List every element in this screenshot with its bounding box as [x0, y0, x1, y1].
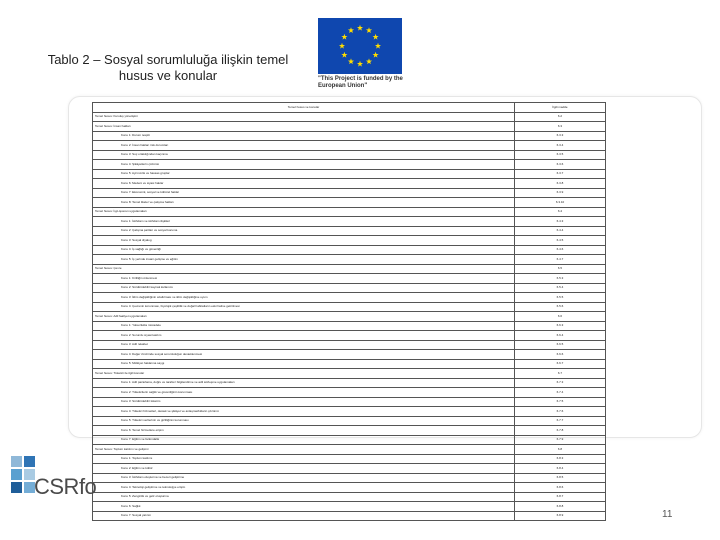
- issue-label: Konu 5: Tüketici verilerinin ve gizliliğinin korunması: [93, 416, 515, 426]
- table-row: [93, 141, 606, 151]
- clause-code: 6.4.3: [515, 217, 606, 227]
- clause-code: 6.7.8: [515, 426, 606, 436]
- table-row: [93, 435, 606, 445]
- issue-label: Konu 3: Adil rekabet: [93, 340, 515, 350]
- issue-label: Konu 5: Mülkiyet haklarına saygı: [93, 359, 515, 369]
- clause-code: 6.4.5: [515, 236, 606, 246]
- page-number: 11: [662, 509, 673, 520]
- issue-label: Konu 6: Sağlık: [93, 502, 515, 512]
- clause-code: 6.4.6: [515, 245, 606, 255]
- issue-label: Konu 7: Sosyal yatırım: [93, 511, 515, 521]
- core-subject-label: Temel husus: Kuruluş yönetişimi: [93, 112, 515, 122]
- clause-code: 6.4.4: [515, 226, 606, 236]
- core-subject-label: Temel husus: Tüketici ile ilgili konular: [93, 369, 515, 379]
- header-subject: Temel husus ve konular: [93, 103, 515, 113]
- table-row: [93, 236, 606, 246]
- table-row: [93, 122, 606, 132]
- table-row: [93, 397, 606, 407]
- table-row: [93, 293, 606, 303]
- issue-label: Konu 7: Ekonomik, sosyal ve kültürel haklar: [93, 188, 515, 198]
- slide-title-line-2: husus ve konular: [118, 68, 218, 83]
- clause-code: 6.7: [515, 369, 606, 379]
- table-row: [93, 369, 606, 379]
- issue-label: Konu 4: Çevrenin korunması, biyolojik çeşitlilik ve doğal habitatların eski haline getirilmesi: [93, 302, 515, 312]
- clause-code: 6.6.7: [515, 359, 606, 369]
- table-row: [93, 188, 606, 198]
- clause-code: 6.3.7: [515, 169, 606, 179]
- issue-label: Konu 1: Durum tespiti: [93, 131, 515, 141]
- clause-code: 6.3.8: [515, 179, 606, 189]
- clause-code: 6.3.6: [515, 160, 606, 170]
- clause-code: 6.8: [515, 445, 606, 455]
- table-row: [93, 112, 606, 122]
- issue-label: Konu 2: Sürdürülebilir kaynak kullanımı: [93, 283, 515, 293]
- issue-label: Konu 1: Adil pazarlama, doğru ve tarafsız bilgilendirme ve adil sözleşme uygulamaları: [93, 378, 515, 388]
- core-subject-label: Temel husus: Toplum katılımı ve gelişimi: [93, 445, 515, 455]
- issue-label: Konu 2: Tüketicilerin sağlık ve güvenliğinin korunması: [93, 388, 515, 398]
- logo-text: CSRfo: [34, 474, 96, 499]
- clause-code: 6.6.3: [515, 321, 606, 331]
- core-subject-label: Temel husus: İşçi-işveren uygulamaları: [93, 207, 515, 217]
- issue-label: Konu 5: Ayrımcılık ve hassas gruplar: [93, 169, 515, 179]
- table-row: [93, 502, 606, 512]
- clause-code: 6.5.5: [515, 293, 606, 303]
- clause-code: 6.7.6: [515, 407, 606, 417]
- table-row: [93, 179, 606, 189]
- issue-label: Konu 5: İş yerinde insani gelişme ve eğitim: [93, 255, 515, 265]
- table-row: [93, 359, 606, 369]
- issue-label: Konu 1: İstihdam ve istihdam ilişkileri: [93, 217, 515, 227]
- issue-label: Konu 1: Kirliliğin önlenmesi: [93, 274, 515, 284]
- slide-title: [38, 52, 298, 84]
- table-row: [93, 473, 606, 483]
- issue-label: Konu 6: Medeni ve siyasi haklar: [93, 179, 515, 189]
- issue-label: Konu 3: İklim değişikliğinin azaltılması ve iklim değişikliğine uyum: [93, 293, 515, 303]
- clause-code: 6.8.6: [515, 483, 606, 493]
- table-row: [93, 388, 606, 398]
- clause-code: 6.3.9: [515, 188, 606, 198]
- table-row: [93, 312, 606, 322]
- clause-code: 6.5: [515, 264, 606, 274]
- clause-code: 6.8.4: [515, 464, 606, 474]
- issue-label: Konu 4: Tüketici hizmetleri, destek ve şikâyet ve anlaşmazlıkların çözümü: [93, 407, 515, 417]
- issue-label: Konu 3: Suç ortaklığından kaçınma: [93, 150, 515, 160]
- clause-code: 6.5.4: [515, 283, 606, 293]
- slide-title-line-1: Tablo 2 – Sosyal sorumluluğa ilişkin temel: [47, 52, 289, 67]
- eu-flag-icon: [318, 18, 402, 74]
- issue-label: Konu 7: Eğitim ve farkındalık: [93, 435, 515, 445]
- table-row: [93, 492, 606, 502]
- table-row: [93, 378, 606, 388]
- issue-label: Konu 5: Zenginlik ve gelir oluşturma: [93, 492, 515, 502]
- clause-code: 6.3: [515, 122, 606, 132]
- table-row: [93, 331, 606, 341]
- clause-code: 6.5.3: [515, 274, 606, 284]
- issue-label: Konu 8: Temel ilkeler ve çalışma hakları: [93, 198, 515, 208]
- issue-label: Konu 4: Şikâyetlerin çözümü: [93, 160, 515, 170]
- clause-code: 6.8.8: [515, 502, 606, 512]
- clause-code: 6.3.4: [515, 141, 606, 151]
- clause-code: 6.6.5: [515, 340, 606, 350]
- table-row: [93, 283, 606, 293]
- issue-label: Konu 2: İnsan hakları risk durumları: [93, 141, 515, 151]
- clause-code: 6.3.3: [515, 131, 606, 141]
- clause-code: 6.7.7: [515, 416, 606, 426]
- table-row: [93, 217, 606, 227]
- table-row: [93, 264, 606, 274]
- issue-label: Konu 2: Çalışma şartları ve sosyal koruma: [93, 226, 515, 236]
- table-row: [93, 169, 606, 179]
- issue-label: Konu 6: Temel hizmetlere erişim: [93, 426, 515, 436]
- issue-label: Konu 3: İstihdam oluşturma ve beceri geliştirme: [93, 473, 515, 483]
- core-subject-label: Temel husus: Adil faaliyet uygulamaları: [93, 312, 515, 322]
- table-row: [93, 255, 606, 265]
- table-row: [93, 160, 606, 170]
- issue-label: Konu 3: Sürdürülebilir tüketim: [93, 397, 515, 407]
- table-row: [93, 302, 606, 312]
- table-row: [93, 207, 606, 217]
- core-subject-label: Temel husus: Çevre: [93, 264, 515, 274]
- funding-caption: [318, 76, 404, 90]
- table-row: [93, 445, 606, 455]
- clause-code: 6.6.4: [515, 331, 606, 341]
- table-row: [93, 131, 606, 141]
- table-row: [93, 350, 606, 360]
- clause-code: 6.8.9: [515, 511, 606, 521]
- core-subject-label: Temel husus: İnsan hakları: [93, 122, 515, 132]
- table-row: [93, 150, 606, 160]
- responsibility-table: [92, 102, 606, 521]
- table-row: [93, 340, 606, 350]
- table-header-row: [93, 103, 606, 113]
- clause-code: 6.7.4: [515, 388, 606, 398]
- table-row: [93, 226, 606, 236]
- issue-label: Konu 2: Sorumlu siyasi katılım: [93, 331, 515, 341]
- clause-code: 6.7.5: [515, 397, 606, 407]
- clause-code: 6.5.6: [515, 302, 606, 312]
- table-row: [93, 464, 606, 474]
- clause-code: 6.7.9: [515, 435, 606, 445]
- clause-code: 6.3.10: [515, 198, 606, 208]
- clause-code: 6.6: [515, 312, 606, 322]
- clause-code: 6.3.5: [515, 150, 606, 160]
- table-row: [93, 454, 606, 464]
- issue-label: Konu 1: Toplum katılımı: [93, 454, 515, 464]
- table-row: [93, 245, 606, 255]
- issue-label: Konu 4: Teknoloji geliştirme ve teknolojiye erişim: [93, 483, 515, 493]
- clause-code: 6.8.7: [515, 492, 606, 502]
- clause-code: 6.7.3: [515, 378, 606, 388]
- table-row: [93, 416, 606, 426]
- issue-label: Konu 3: Sosyal diyalog: [93, 236, 515, 246]
- clause-code: 6.4: [515, 207, 606, 217]
- clause-code: 6.8.3: [515, 454, 606, 464]
- issue-label: Konu 2: Eğitim ve kültür: [93, 464, 515, 474]
- funding-caption-line-1: "This Project is funded by the: [318, 76, 403, 82]
- clause-code: 6.2: [515, 112, 606, 122]
- table-row: [93, 198, 606, 208]
- table-row: [93, 426, 606, 436]
- clause-code: 6.8.5: [515, 473, 606, 483]
- clause-code: 6.6.6: [515, 350, 606, 360]
- clause-code: 6.4.7: [515, 255, 606, 265]
- eu-funding-block: [318, 18, 404, 90]
- issue-label: Konu 1: Yolsuzlukla mücadele: [93, 321, 515, 331]
- table-row: [93, 407, 606, 417]
- header-code: İlgili madde: [515, 103, 606, 113]
- table-row: [93, 483, 606, 493]
- funding-caption-line-2: European Union": [318, 83, 368, 89]
- table-row: [93, 274, 606, 284]
- issue-label: Konu 4: İş sağlığı ve güvenliği: [93, 245, 515, 255]
- issue-label: Konu 4: Değer zincirinde sosyal sorumluluğun desteklenmesi: [93, 350, 515, 360]
- table-row: [93, 321, 606, 331]
- table-row: [93, 511, 606, 521]
